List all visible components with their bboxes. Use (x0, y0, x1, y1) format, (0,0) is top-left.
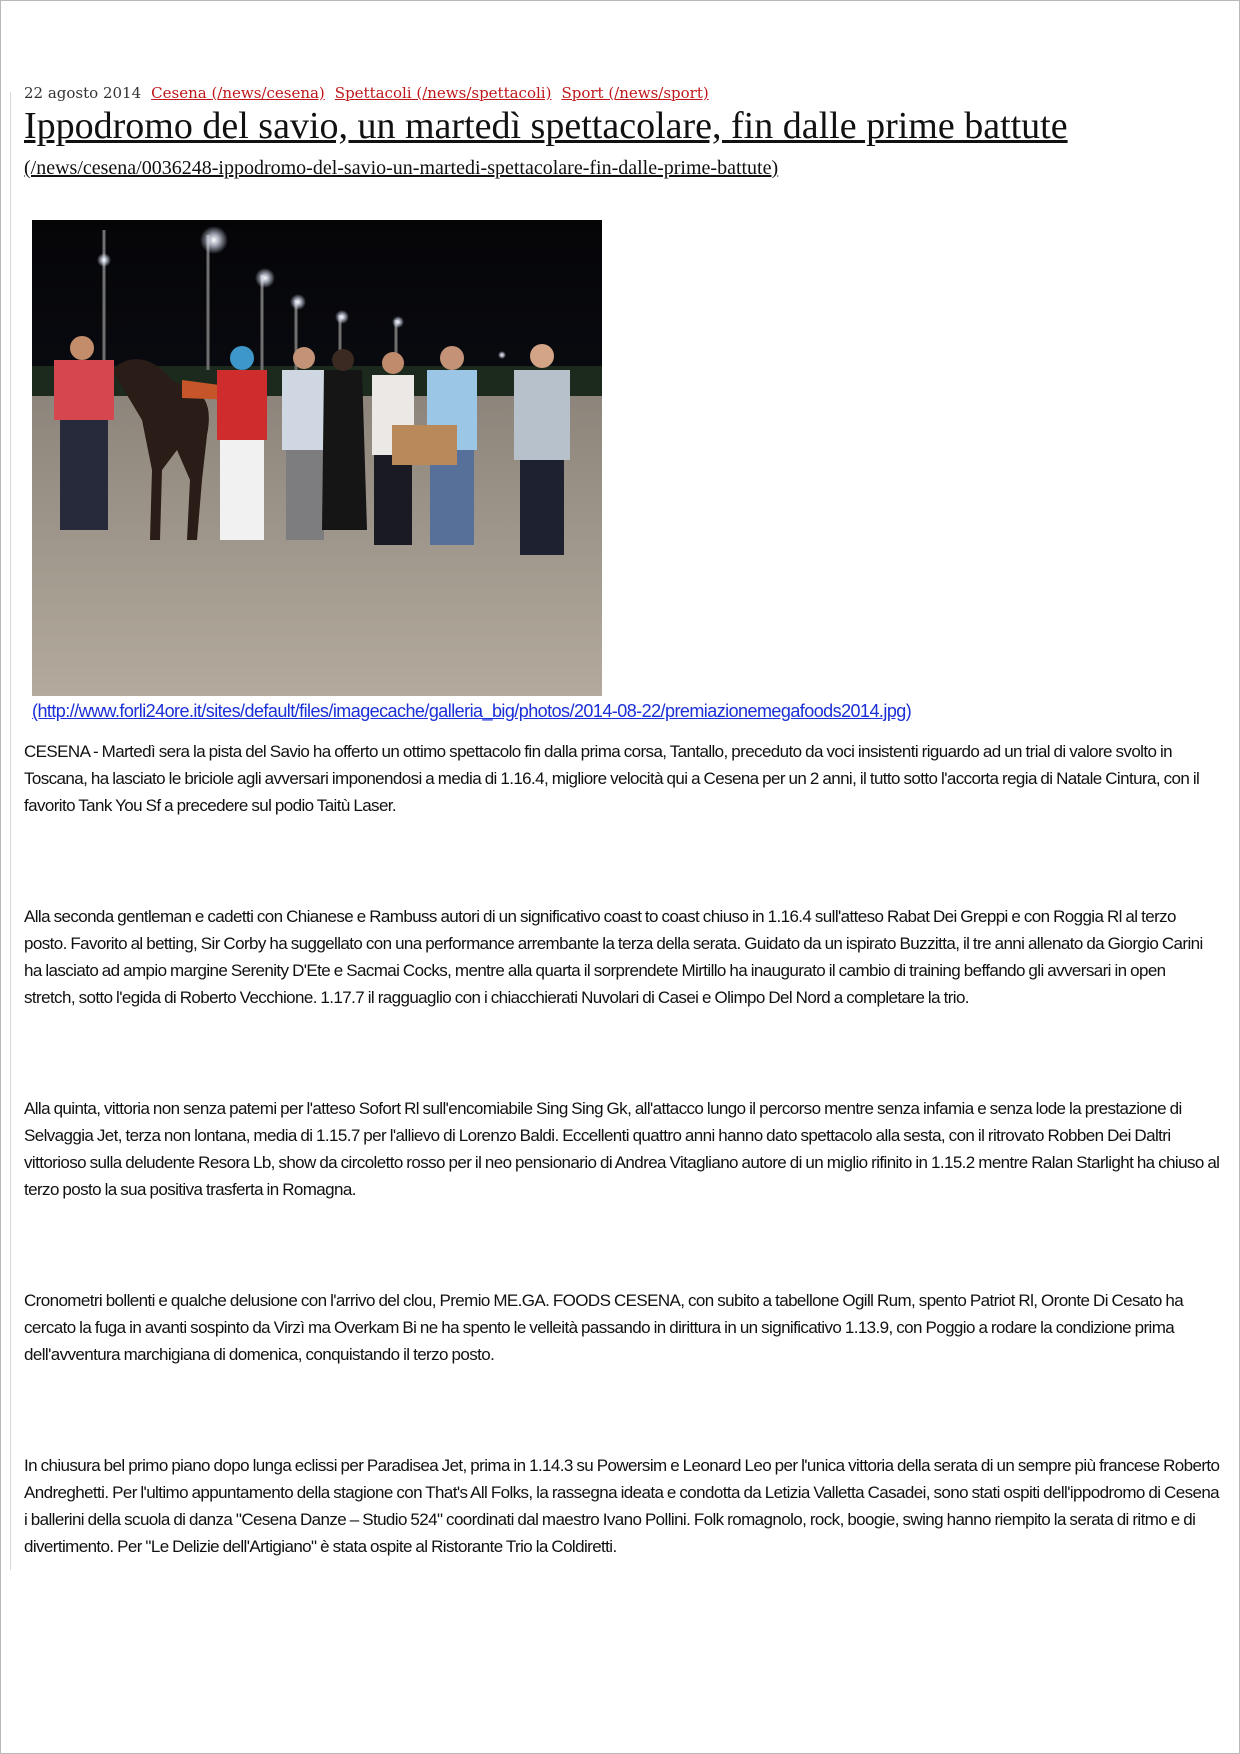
photo-source-link[interactable]: (http://www.forli24ore.it/sites/default/files/imagecache/galleria_big/photos/2014-08-22/premiazionemegafoods2014.jpg) (32, 701, 912, 721)
category-link-sport[interactable]: Sport (/news/sport) (561, 84, 709, 102)
photo-illustration (32, 220, 602, 696)
article-title-url[interactable]: (/news/cesena/0036248-ippodromo-del-savio-un-martedi-spettacolare-fin-dalle-prime-battute) (24, 157, 779, 179)
article-date: 22 agosto 2014 (24, 84, 142, 102)
article-body (24, 738, 1220, 1644)
left-rule (10, 92, 11, 1570)
category-link-spettacoli[interactable]: Spettacoli (/news/spettacoli) (334, 84, 552, 102)
article-paragraph: In chiusura bel primo piano dopo lunga eclissi per Paradisea Jet, prima in 1.14.3 su Powersim e Leonard Leo per l'unica vittoria della serata di un sempre più francese Roberto Andreghetti. Per l'ultimo appuntamento della stagione con That's All Folks, la rassegna ideata e condotta da Letizia Valletta Casadei, sono stati ospiti dell'ippodromo di Cesena i ballerini della scuola di danza "Cesena Danze – Studio 524" coordinati dal maestro Ivano Pollini. Folk romagnolo, rock, boogie, swing hanno riempito la serata di ritmo e di divertimento. Per "Le Delizie dell'Artigiano" è stata ospite al Ristorante Trio la Coldiretti. (24, 1456, 1220, 1556)
article-paragraph: CESENA - Martedì sera la pista del Savio ha offerto un ottimo spettacolo fin dalla prima corsa, Tantallo, preceduto da voci insistenti riguardo ad un trial di valore svolto in Toscana, ha lasciato le briciole agli avversari imponendosi a media di 1.16.4, migliore velocità qui a Cesena per un 2 anni, il tutto sotto l'accorta regia di Natale Cintura, con il favorito Tank You Sf a precedere sul podio Taitù Laser. (24, 742, 1200, 815)
article-photo[interactable] (32, 220, 602, 696)
article-paragraph: Alla quinta, vittoria non senza patemi per l'atteso Sofort Rl sull'encomiabile Sing Sing Gk, all'attacco lungo il percorso mentre senza infamia e senza lode la prestazione di Selvaggia Jet, terza non lontana, media di 1.15.7 per l'allievo di Lorenzo Baldi. Eccellenti quattro anni hanno dato spettacolo alla sesta, con il ritrovato Robben Dei Daltri vittorioso sulla deludente Resora Lb, show da circoletto rosso per il neo pensionario di Andrea Vitagliano autore di un miglio rifinito in 1.15.2 mentre Ralan Starlight ha chiuso al terzo posto la sua positiva trasferta in Romagna. (24, 1099, 1220, 1199)
article-paragraph: Cronometri bollenti e qualche delusione con l'arrivo del clou, Premio ME.GA. FOODS CESENA, con subito a tabellone Ogill Rum, spento Patriot Rl, Oronte Di Cesato ha cercato la fuga in avanti sospinto da Virzì ma Overkam Bi ne ha spento le velleità passando in dirittura in un significativo 1.13.9, con Poggio a rodare la condizione prima dell'avventura marchigiana di domenica, conquistando il terzo posto. (24, 1291, 1184, 1364)
article-title[interactable]: Ippodromo del savio, un martedì spettacolare, fin dalle prime battute (24, 105, 1068, 147)
category-link-cesena[interactable]: Cesena (/news/cesena) (151, 84, 325, 102)
gift-basket (392, 425, 457, 465)
article-meta (24, 84, 719, 102)
article-paragraph: Alla seconda gentleman e cadetti con Chianese e Rambuss autori di un significativo coast to coast chiuso in 1.16.4 sull'atteso Rabat Dei Greppi e con Roggia Rl al terzo posto. Favorito al betting, Sir Corby ha suggellato con una performance arrembante la terza della serata. Guidato da un ispirato Buzzitta, il tre anni allenato da Giorgio Carini ha lasciato ad ampio margine Serenity D'Ete e Sacmai Cocks, mentre alla quarta il sorprendete Mirtillo ha inaugurato il cambio di training beffando gli avversari in open stretch, sotto l'egida di Roberto Vecchione. 1.17.7 il ragguaglio con i chiacchierati Nuvolari di Casei e Olimpo Del Nord a completare la trio. (24, 907, 1203, 1007)
